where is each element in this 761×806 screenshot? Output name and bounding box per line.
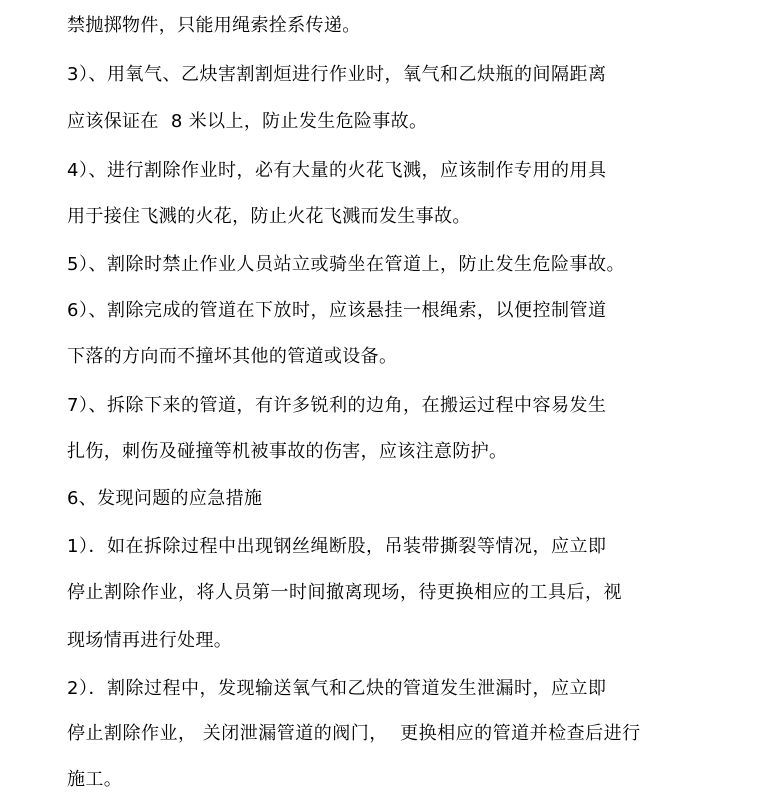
text-line-10: 扎伤，刺伤及碰撞等机被事故的伤害，应该注意防护。 bbox=[67, 441, 508, 462]
text-line-12: 1）．如在拆除过程中出现钢丝绳断股，吊装带撕裂等情况，应立即 bbox=[67, 536, 607, 557]
text-line-17: 施工。 bbox=[67, 769, 123, 790]
text-line-16: 停止割除作业， 关闭泄漏管道的阀门， 更换相应的管道并检查后进行 bbox=[67, 723, 641, 744]
text-line-2: 3）、用氧气、乙炔害割割烜进行作业时，氧气和乙炔瓶的间隔距离 bbox=[67, 64, 607, 85]
text-line-3: 应该保证在 8 米以上，防止发生危险事故。 bbox=[67, 111, 428, 132]
section-heading: 6、发现问题的应急措施 bbox=[67, 488, 263, 509]
text-line-8: 下落的方向而不撞坏其他的管道或设备。 bbox=[67, 346, 398, 367]
text-line-1: 禁抛掷物件，只能用绳索拴系传递。 bbox=[67, 15, 361, 36]
text-line-14: 现场情再进行处理。 bbox=[67, 630, 233, 651]
text-line-9: 7）、拆除下来的管道，有许多锐利的边角，在搬运过程中容易发生 bbox=[67, 395, 607, 416]
text-line-6: 5）、割除时禁止作业人员站立或骑坐在管道上，防止发生危险事故。 bbox=[67, 254, 625, 275]
text-line-5: 用于接住飞溅的火花，防止火花飞溅而发生事故。 bbox=[67, 206, 471, 227]
text-line-13: 停止割除作业，将人员第一时间撤离现场，待更换相应的工具后，视 bbox=[67, 582, 622, 603]
text-line-7: 6）、割除完成的管道在下放时，应该悬挂一根绳索，以便控制管道 bbox=[67, 300, 607, 321]
text-line-4: 4）、进行割除作业时，必有大量的火花飞溅，应该制作专用的用具 bbox=[67, 160, 607, 181]
text-line-15: 2）．割除过程中，发现输送氧气和乙炔的管道发生泄漏时，应立即 bbox=[67, 678, 607, 699]
